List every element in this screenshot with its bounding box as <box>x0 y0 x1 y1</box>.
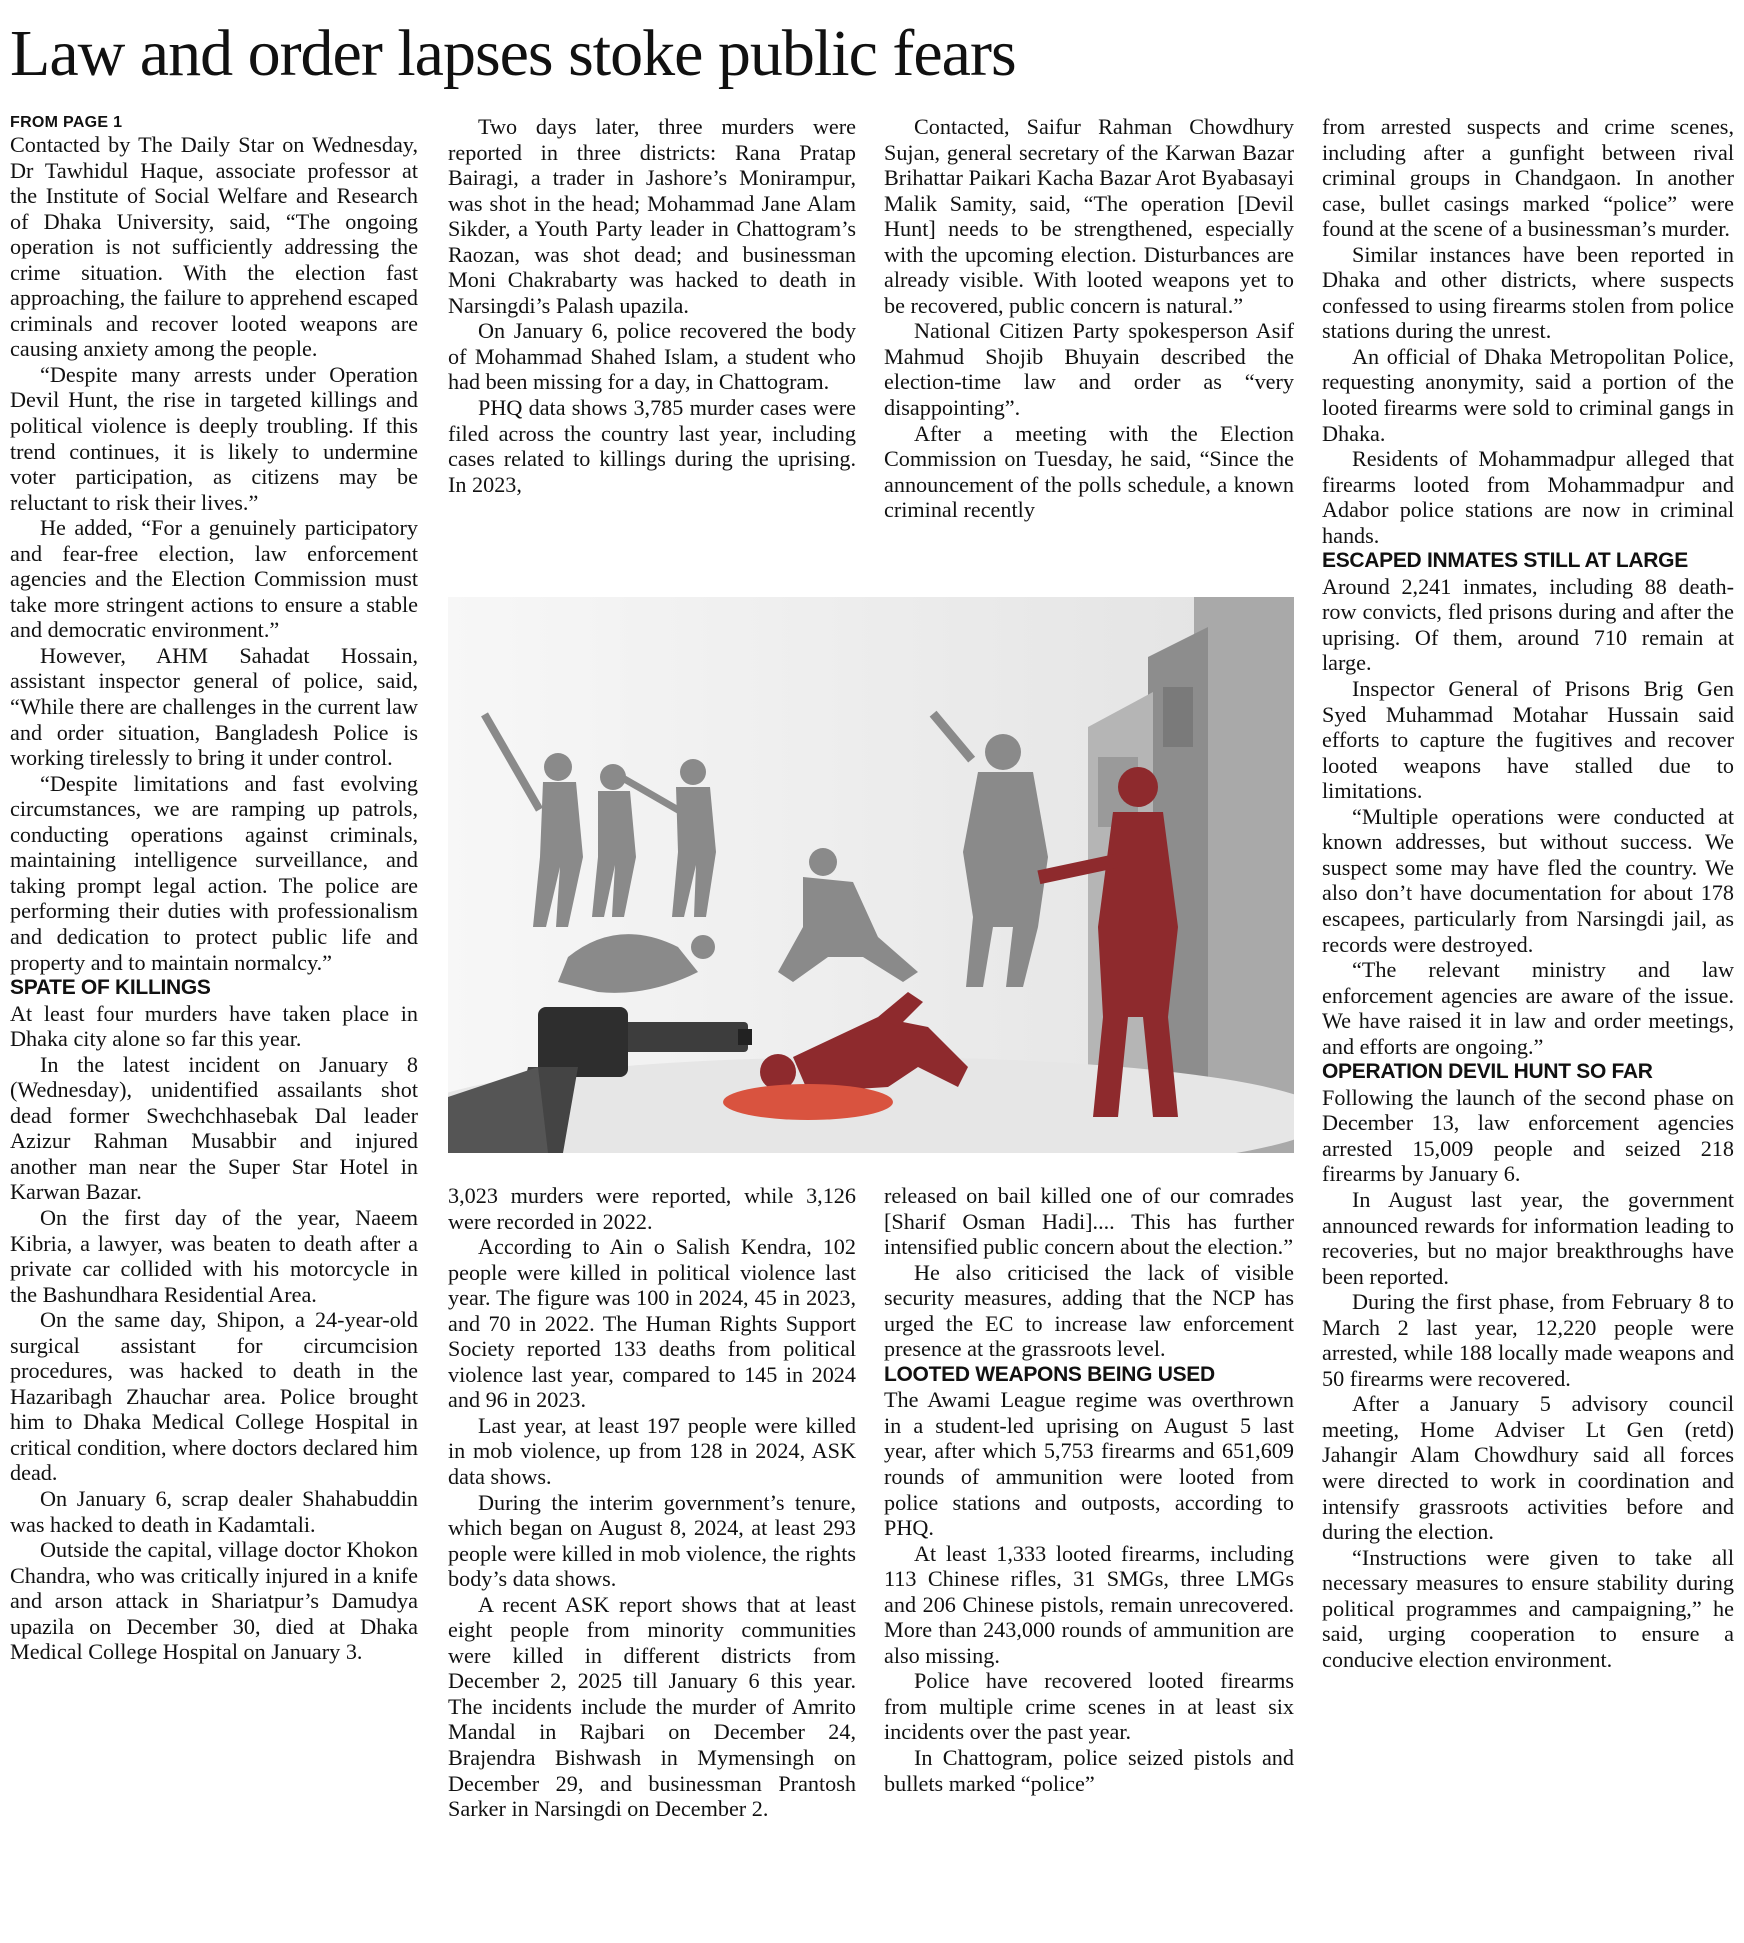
headline: Law and order lapses stoke public fears <box>10 17 1016 90</box>
paragraph: The Awami League regime was overthrown in a student-led uprising on August 5 last year, after which 5,753 firearms and 651,609 rounds of ammunition were looted from police stations and outposts, according to PHQ. <box>884 1387 1294 1541</box>
paragraph: During the interim government’s tenure, which began on August 8, 2024, at least 293 people were killed in mob violence, the rights body’s data shows. <box>448 1489 856 1592</box>
blood-pool <box>723 1084 893 1120</box>
paragraph: from arrested suspects and crime scenes, including after a gunfight between rival criminal groups in Chandgaon. In another case, bullet casings marked “police” were found at the scene of a businessman’s murder. <box>1322 114 1734 242</box>
subheading: ESCAPED INMATES STILL AT LARGE <box>1322 549 1688 573</box>
paragraph: PHQ data shows 3,785 murder cases were filed across the country last year, including cases related to killings during the uprising. In 2023, <box>448 395 856 497</box>
subheading: OPERATION DEVIL HUNT SO FAR <box>1322 1060 1653 1084</box>
paragraph: On January 6, police recovered the body of Mohammad Shahed Islam, a student who had been missing for a day, in Chattogram. <box>448 318 856 395</box>
paragraph: A recent ASK report shows that at least eight people from minority communities were killed in different districts from December 2, 2025 till January 6 this year. The incidents include the murder of Amrito Mandal in Rajbari on December 24, Brajendra Bishwash in Mymensingh on December 29, and businessman Prantosh Sarker in Narsingdi on December 2. <box>448 1591 856 1822</box>
paragraph: During the first phase, from February 8 to March 2 last year, 12,220 people were arrested, while 188 locally made weapons and 50 firearms were recovered. <box>1322 1289 1734 1391</box>
subheading: LOOTED WEAPONS BEING USED <box>884 1362 1215 1386</box>
column-3-top <box>884 114 1294 523</box>
paragraph: “Instructions were given to take all necessary measures to ensure stability during political programmes and campaigning,” he said, urging cooperation to ensure a conducive election environment. <box>1322 1544 1734 1672</box>
paragraph: Two days later, three murders were reported in three districts: Rana Pratap Bairagi, a trader in Jashore’s Monirampur, was shot in the head; Mohammad Jane Alam Sikder, a Youth Party leader in Chattogram’s Raozan, was shot dead; and businessman Moni Chakrabarty was hacked to death in Narsingdi’s Palash upazila. <box>448 114 856 318</box>
kicker: FROM PAGE 1 <box>10 114 123 131</box>
paragraph: Last year, at least 197 people were killed in mob violence, up from 128 in 2024, ASK data shows. <box>448 1412 856 1490</box>
paragraph: Contacted by The Daily Star on Wednesday, Dr Tawhidul Haque, associate professor at the Institute of Social Welfare and Research of Dhaka University, said, “The ongoing operation is not sufficiently addressing the crime situation. With the election fast approaching, the failure to apprehend escaped criminals and recover looted weapons are causing anxiety among the people. <box>10 132 418 362</box>
paragraph: Following the launch of the second phase on December 13, law enforcement agencies arrested 15,009 people and seized 218 firearms by January 6. <box>1322 1084 1734 1187</box>
paragraph: Around 2,241 inmates, including 88 death-row convicts, fled prisons during and after the uprising. Of them, around 710 remain at large. <box>1322 573 1734 676</box>
paragraph: 3,023 murders were reported, while 3,126 were recorded in 2022. <box>448 1183 856 1234</box>
paragraph: Police have recovered looted firearms from multiple crime scenes in at least six incidents over the past year. <box>884 1668 1294 1745</box>
column-2-bottom <box>448 1183 856 1822</box>
paragraph: Outside the capital, village doctor Khokon Chandra, who was critically injured in a knife and arson attack in Shariatpur’s Damudya upazila on December 30, died at Dhaka Medical College Hospital on January 3. <box>10 1537 418 1665</box>
paragraph: “Multiple operations were conducted at known addresses, but without success. We suspect some may have fled the country. We also don’t have documentation for about 178 escapees, particularly from Narsingdi jail, as records were destroyed. <box>1322 803 1734 957</box>
illustration <box>448 597 1294 1153</box>
paragraph: “The relevant ministry and law enforcement agencies are aware of the issue. We have raised it in law and order meetings, and efforts are ongoing.” <box>1322 957 1734 1059</box>
column-1 <box>10 114 418 1665</box>
violence-illustration <box>448 597 1294 1153</box>
paragraph: Contacted, Saifur Rahman Chowdhury Sujan, general secretary of the Karwan Bazar Brihattar Paikari Kacha Bazar Arot Byabasayi Malik Samity, said, “The operation [Devil Hunt] needs to be strengthened, especially with the upcoming election. Disturbances are already visible. With looted weapons yet to be recovered, public concern is natural.” <box>884 114 1294 318</box>
paragraph: On the same day, Shipon, a 24-year-old surgical assistant for circumcision procedures, was hacked to death in the Hazaribagh Zhauchar area. Police brought him to Dhaka Medical College Hospital in critical condition, where doctors declared him dead. <box>10 1307 418 1486</box>
paragraph: In the latest incident on January 8 (Wednesday), unidentified assailants shot dead former Swechchhasebak Dal leader Azizur Rahman Musabbir and injured another man near the Super Star Hotel in Karwan Bazar. <box>10 1051 418 1205</box>
paragraph: He added, “For a genuinely participatory and fear-free election, law enforcement agencies and the Election Commission must take more stringent actions to ensure a stable and democratic environment.” <box>10 515 418 643</box>
paragraph: released on bail killed one of our comrades [Sharif Osman Hadi].... This has further intensified public concern about the election.” <box>884 1183 1294 1260</box>
paragraph: He also criticised the lack of visible security measures, adding that the NCP has urged the EC to increase law enforcement presence at the grassroots level. <box>884 1259 1294 1362</box>
paragraph: At least four murders have taken place in Dhaka city alone so far this year. <box>10 1000 418 1052</box>
paragraph: National Citizen Party spokesperson Asif Mahmud Shojib Bhuyain described the election-time law and order as “very disappointing”. <box>884 318 1294 421</box>
paragraph: In Chattogram, police seized pistols and bullets marked “police” <box>884 1745 1294 1796</box>
column-3-bottom <box>884 1183 1294 1796</box>
paragraph: “Despite limitations and fast evolving circumstances, we are ramping up patrols, conducting operations against criminals, maintaining intelligence surveillance, and taking prompt legal action. The police are performing their duties with professionalism and dedication to protect public life and property and to maintain normalcy.” <box>10 770 418 975</box>
paragraph: On January 6, scrap dealer Shahabuddin was hacked to death in Kadamtali. <box>10 1485 418 1537</box>
paragraph: Similar instances have been reported in Dhaka and other districts, where suspects confessed to using firearms stolen from police stations during the unrest. <box>1322 241 1734 344</box>
subheading: SPATE OF KILLINGS <box>10 976 211 1000</box>
paragraph: In August last year, the government announced rewards for information leading to recoveries, but no major breakthroughs have been reported. <box>1322 1186 1734 1289</box>
paragraph: According to Ain o Salish Kendra, 102 people were killed in political violence last year. The figure was 100 in 2024, 45 in 2023, and 70 in 2022. The Human Rights Support Society reported 133 deaths from political violence last year, compared to 145 in 2024 and 96 in 2023. <box>448 1234 856 1413</box>
column-4 <box>1322 114 1734 1672</box>
paragraph: After a January 5 advisory council meeting, Home Adviser Lt Gen (retd) Jahangir Alam Chowdhury said all forces were directed to work in coordination and intensify grassroots activities before and during the election. <box>1322 1391 1734 1545</box>
paragraph: On the first day of the year, Naeem Kibria, a lawyer, was beaten to death after a private car collided with his motorcycle in the Bashundhara Residential Area. <box>10 1204 418 1307</box>
paragraph: Residents of Mohammadpur alleged that firearms looted from Mohammadpur and Adabor police stations are now in criminal hands. <box>1322 446 1734 548</box>
paragraph: After a meeting with the Election Commission on Tuesday, he said, “Since the announcement of the polls schedule, a known criminal recently <box>884 420 1294 523</box>
paragraph: An official of Dhaka Metropolitan Police, requesting anonymity, said a portion of the looted firearms were sold to criminal gangs in Dhaka. <box>1322 343 1734 446</box>
paragraph: At least 1,333 looted firearms, including 113 Chinese rifles, 31 SMGs, three LMGs and 206 Chinese pistols, remain unrecovered. More than 243,000 rounds of ammunition are also missing. <box>884 1540 1294 1668</box>
column-2-top <box>448 114 856 497</box>
paragraph: “Despite many arrests under Operation Devil Hunt, the rise in targeted killings and political violence is deeply troubling. If this trend continues, it is likely to undermine voter participation, as citizens may be reluctant to risk their lives.” <box>10 361 418 515</box>
paragraph: However, AHM Sahadat Hossain, assistant inspector general of police, said, “While there are challenges in the current law and order situation, Bangladesh Police is working tirelessly to bring it under control. <box>10 642 418 771</box>
paragraph: Inspector General of Prisons Brig Gen Syed Muhammad Motahar Hussain said efforts to capture the fugitives and recover looted weapons have stalled due to limitations. <box>1322 676 1734 804</box>
